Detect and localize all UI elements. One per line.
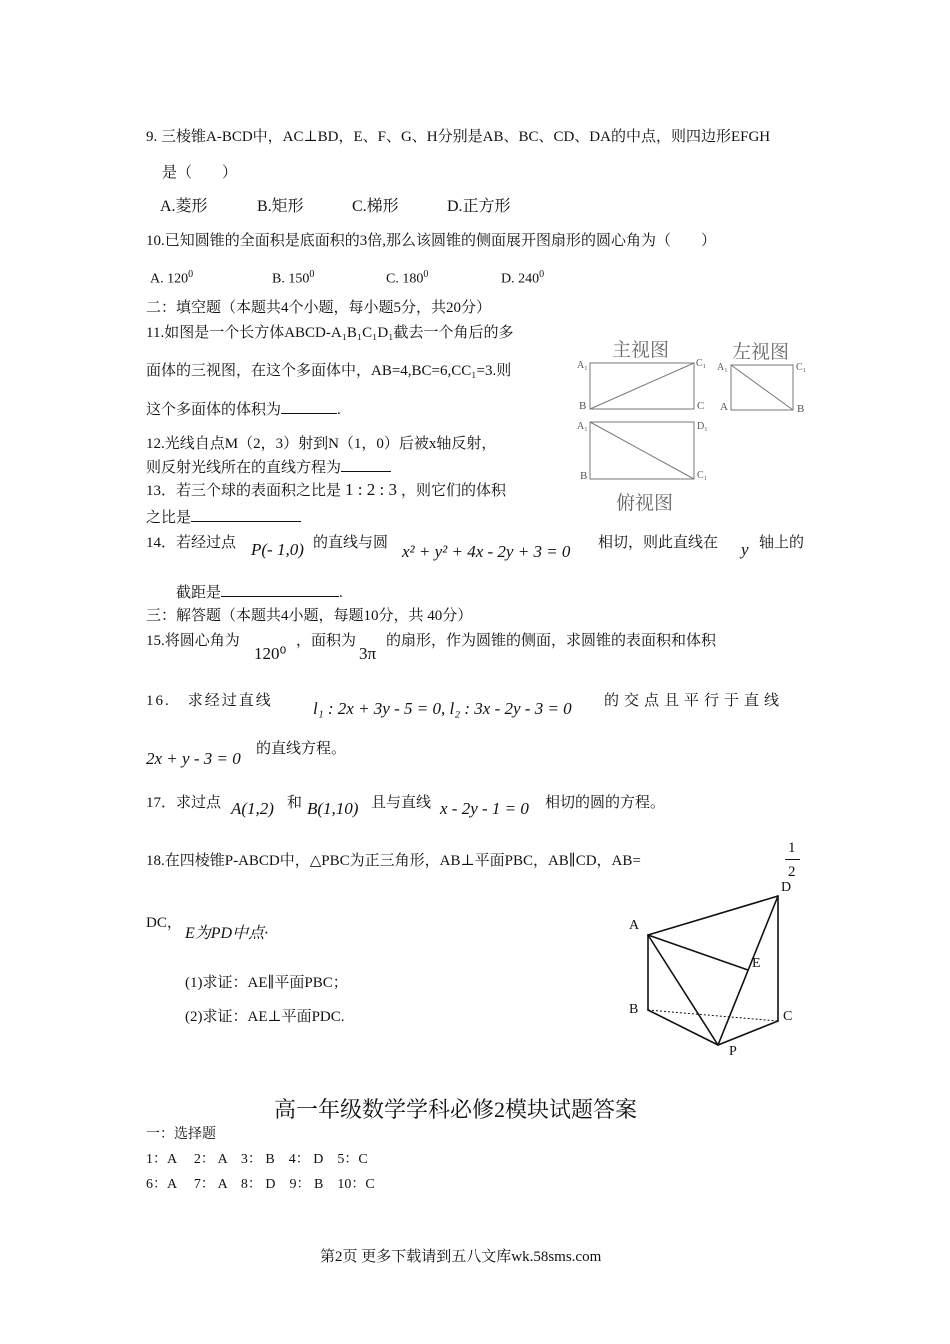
top-d1-label: D₁ [697, 421, 708, 432]
side-view-title: 左视图 [732, 341, 790, 363]
top-view-title: 俯视图 [616, 492, 674, 514]
q13-text-a: 13．若三个球的表面积之比是 [146, 483, 342, 499]
side-b-label: B [797, 403, 805, 415]
answers-row2: 6：A 7： A 8： D 9： B 10：C [146, 1177, 375, 1192]
q15-label-a: 15.将圆心角为 [146, 633, 240, 649]
q14-circle-equation: x² + y² + 4x - 2y + 3 = 0 [402, 542, 571, 561]
front-view-title: 主视图 [612, 339, 670, 361]
top-a1-label: A₁ [577, 421, 588, 432]
q16-label-b: 的交点且平行于直线 [604, 693, 785, 709]
q14-label-d: 轴上的 [759, 535, 805, 551]
q15-angle: 120⁰ [254, 644, 287, 663]
section-answer-heading: 三：解答题（本题共4小题，每题10分，共 40分） [146, 608, 473, 624]
q14-line2-text: 截距是 [176, 585, 222, 601]
q14-y-axis: y [741, 540, 749, 559]
q14-point: P(- 1,0) [251, 540, 304, 559]
front-c-label: C [697, 400, 705, 412]
q14-period: . [339, 585, 343, 601]
q17-label-a: 17．求过点 [146, 795, 222, 811]
page-footer: 第2页 更多下载请到五八文库wk.58sms.com [320, 1249, 602, 1265]
q10-option-d-text: D. 240 [501, 271, 540, 287]
edge-ap [648, 935, 718, 1045]
q15-area: 3π [359, 644, 377, 663]
q18-part1: (1)求证：AE∥平面PBC； [185, 975, 348, 991]
q18-line1: 18.在四棱锥P-ABCD中，△PBC为正三角形，AB⊥平面PBC，AB∥CD，AB= [146, 853, 641, 869]
q9-option-d: D.正方形 [447, 198, 511, 215]
q18-dc: DC， [146, 915, 182, 931]
vertex-c-label: C [783, 1009, 793, 1024]
degree-mark: 0 [423, 269, 429, 280]
q11-period: . [337, 402, 341, 418]
q18-part2: (2)求证：AE⊥平面PDC. [185, 1009, 345, 1025]
q17-tangent-line: x - 2y - 1 = 0 [440, 799, 529, 818]
q9-option-b: B.矩形 [257, 198, 304, 215]
q12-line2-text: 则反射光线所在的直线方程为 [146, 460, 342, 476]
vertex-b-label: B [629, 1002, 639, 1017]
q16-lines-equation: l₁ : 2x + 3y - 5 = 0, l₂ : 3x - 2y - 3 = 0 [313, 699, 572, 718]
answers-title: 高一年级数学学科必修2模块试题答案 [274, 1097, 638, 1122]
degree-mark: 0 [539, 269, 545, 280]
q16-parallel-line: 2x + y - 3 = 0 [146, 749, 241, 768]
q9-stem: 9. 三棱锥A-BCD中，AC⊥BD，E、F、G、H分别是AB、BC、CD、DA的中点，则四边形EFGH [146, 129, 771, 145]
side-a1-label: A₁ [717, 362, 728, 373]
vertex-p-label: P [729, 1044, 737, 1059]
degree-mark: 0 [188, 269, 194, 280]
edge-ad [648, 896, 778, 935]
top-c1-label: C₁ [697, 470, 708, 481]
degree-mark: 0 [309, 269, 315, 280]
front-a1-label: A₁ [577, 360, 588, 371]
q11-line2: 面体的三视图，在这个多面体中，AB=4,BC=6,CC₁=3.则 [146, 363, 512, 379]
q9-option-c: C.梯形 [352, 198, 399, 215]
q18-e-midpoint: E为PD中点· [185, 925, 269, 942]
vertex-d-label: D [781, 880, 792, 895]
vertex-e-label: E [752, 956, 761, 971]
q17-and: 和 [287, 795, 303, 811]
q16-label-a: 16. 求经过直线 [146, 693, 273, 709]
q17-label-c: 相切的圆的方程。 [545, 795, 666, 811]
q13-ratio: 1 : 2 : 3 [345, 480, 397, 499]
q9-stem-cont: 是（ ） [162, 165, 238, 181]
q13-text-b: ，则它们的体积 [400, 483, 506, 499]
q17-point-b: B(1,10) [307, 799, 359, 818]
q11-line1: 11.如图是一个长方体ABCD-A₁B₁C₁D₁截去一个角后的多 [146, 325, 514, 341]
q17-label-b: 且与直线 [371, 795, 432, 811]
top-b-label: B [580, 470, 588, 482]
side-c1-label: C₁ [796, 362, 807, 373]
q11-line3-text: 这个多面体的体积为 [146, 402, 282, 418]
q15-label-c: 的扇形，作为圆锥的侧面，求圆锥的表面积和体积 [386, 633, 717, 649]
front-c1-label: C₁ [696, 358, 707, 369]
q18-frac-numerator: 1 [788, 840, 796, 856]
q12-line1: 12.光线自点M（2，3）射到N（1，0）后被x轴反射， [146, 436, 497, 452]
side-a-label: A [720, 401, 728, 413]
q14-label-c: 相切，则此直线在 [598, 535, 719, 551]
answers-section1: 一：选择题 [146, 1127, 216, 1142]
q16-line2-text: 的直线方程。 [256, 741, 347, 757]
q13-line2-text: 之比是 [146, 510, 192, 526]
q9-option-a: A.菱形 [160, 198, 208, 215]
section-fill-in-heading: 二：填空题（本题共4个小题，每小题5分，共20分） [146, 300, 492, 316]
q15-label-b: ，面积为 [296, 633, 357, 649]
q17-point-a: A(1,2) [231, 799, 274, 818]
answers-row1: 1：A 2： A 3： B 4： D 5：C [146, 1152, 368, 1167]
q10-option-b-text: B. 150 [272, 271, 310, 287]
vertex-a-label: A [629, 918, 640, 933]
q14-label-b: 的直线与圆 [313, 535, 389, 551]
front-b-label: B [579, 400, 587, 412]
q10-stem: 10.已知圆锥的全面积是底面积的3倍,那么该圆锥的侧面展开图扇形的圆心角为（ ） [146, 233, 717, 249]
q14-label-a: 14．若经过点 [146, 535, 237, 551]
segment-ae [648, 935, 748, 970]
q10-option-c-text: C. 180 [386, 271, 424, 287]
q10-option-a-text: A. 120 [150, 271, 189, 287]
q18-frac-denominator: 2 [788, 864, 796, 880]
